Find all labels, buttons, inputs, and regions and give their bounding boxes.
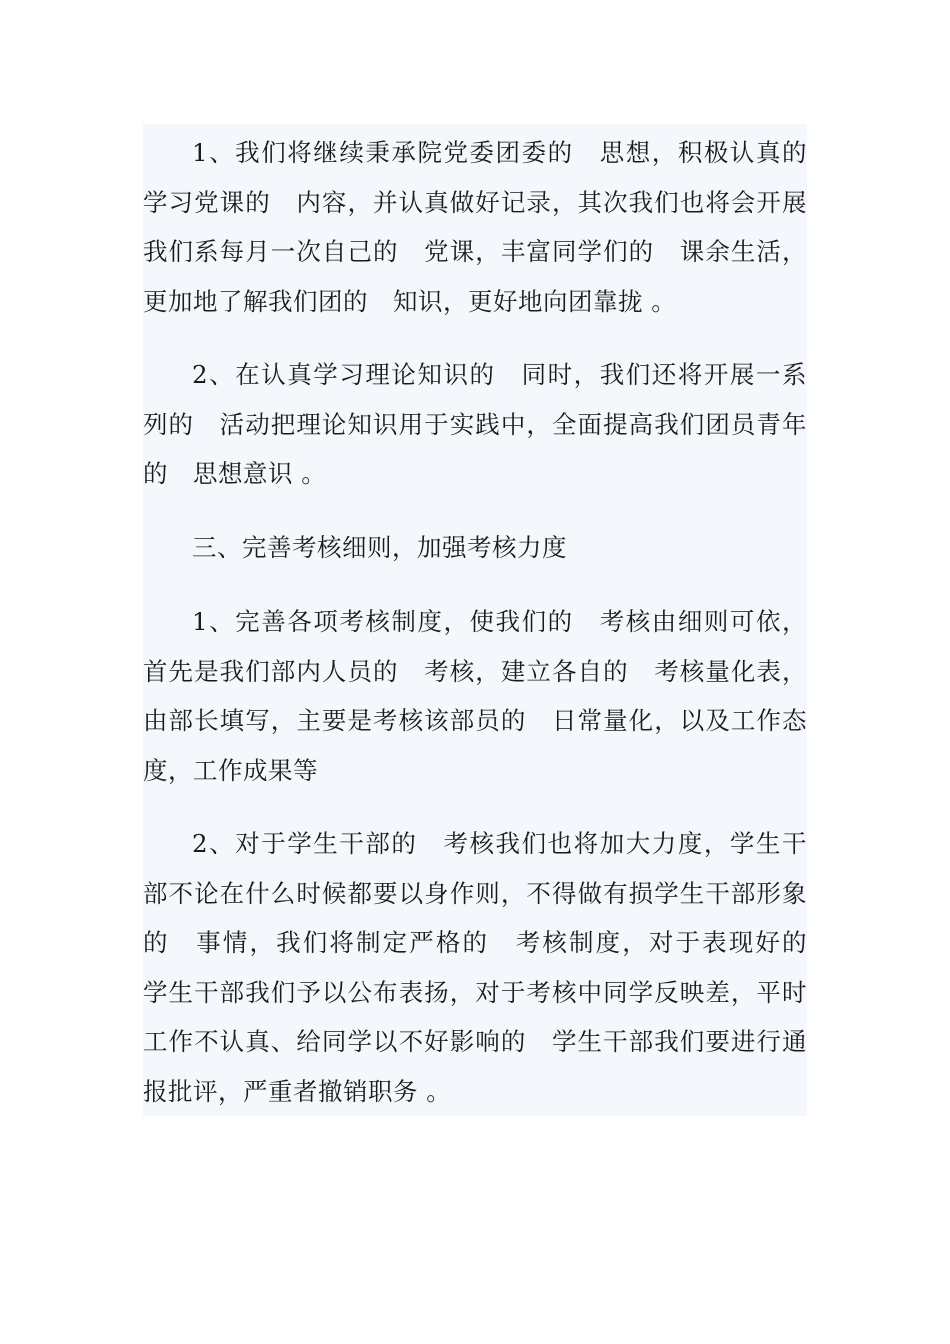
text-block [143, 124, 832, 1116]
paragraph-practice-activities: 2、在认真学习理论知识的 同时，我们还将开展一系列的 活动把理论知识用于实践中，全面提高我们团员青年的 思想意识 。 [143, 360, 807, 488]
section-heading-assessment: 三、完善考核细则，加强考核力度 [192, 533, 567, 562]
paragraph-party-study: 1、我们将继续秉承院党委团委的 思想，积极认真的学习党课的 内容，并认真做好记录，其次我们也将会开展我们系每月一次自己的 党课，丰富同学们的 课余生活，更加地了解我们团的 知识，更好地向团靠拢 。 [143, 138, 807, 316]
paragraph-cadre-assessment: 2、对于学生干部的 考核我们也将加大力度，学生干部不论在什么时候都要以身作则，不得做有损学生干部形象的 事情，我们将制定严格的 考核制度，对于表现好的 学生干部我们予以公布表扬，对于考核中同学反映差，平时工作不认真、给同学以不好影响的 学生干部我们要进行通报批评，严重者撤销职务 。 [143, 829, 832, 1106]
paragraph-assessment-system: 1、完善各项考核制度，使我们的 考核由细则可依，首先是我们部内人员的 考核，建立各自的 考核量化表，由部长填写，主要是考核该部员的 日常量化，以及工作态度，工作成果等 [143, 607, 807, 785]
